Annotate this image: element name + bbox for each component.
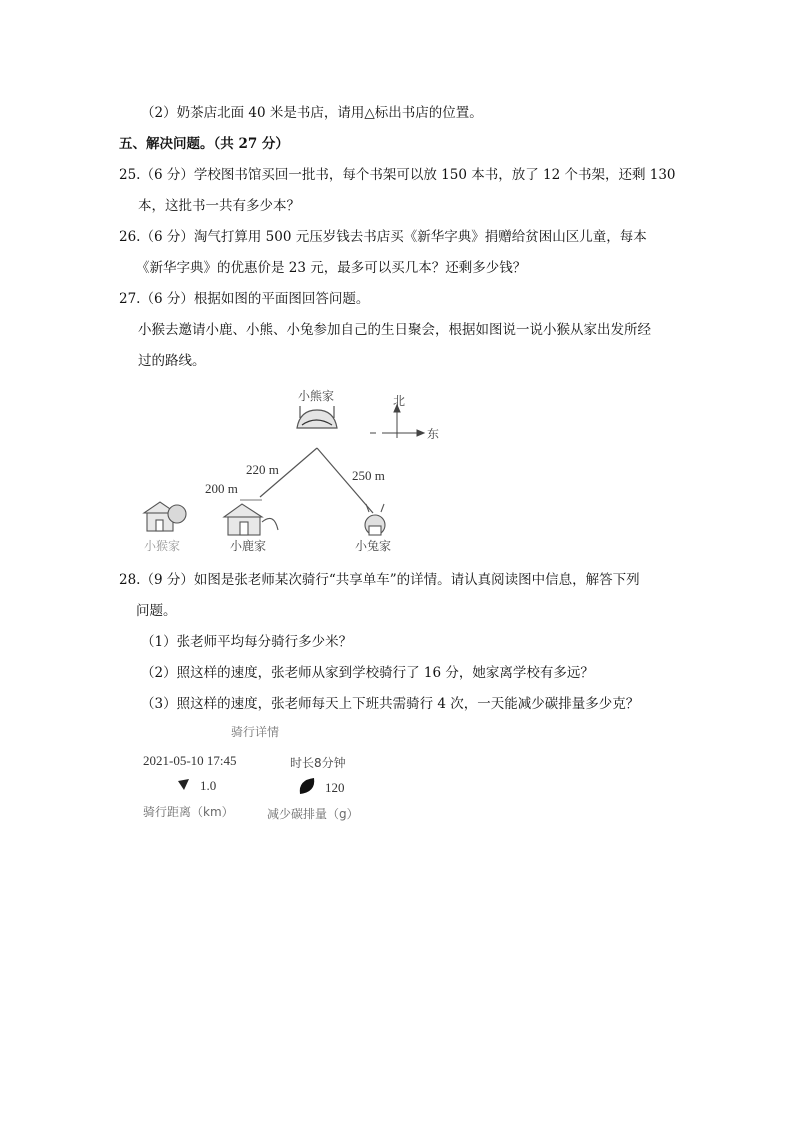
ride-distance-value: 1.0 xyxy=(200,778,217,793)
rabbit-home-label: 小兔家 xyxy=(355,539,392,553)
question-27-line-2: 小猴去邀请小鹿、小熊、小兔参加自己的生日聚会，根据如图说一说小猴从家出发所经 xyxy=(138,322,651,338)
leaf-icon xyxy=(300,778,314,794)
ride-carbon-label: 减少碳排量（g） xyxy=(267,807,359,821)
question-25-line-1: 25.（6 分）学校图书馆买回一批书，每个书架可以放 150 本书，放了 12 个书架，还剩 130 xyxy=(119,167,676,183)
distance-deer-monkey: 200 m xyxy=(205,481,238,496)
section-5-heading: 五、解决问题。（共 27 分） xyxy=(119,136,289,152)
east-label: 东 xyxy=(427,427,440,441)
distance-bear-deer: 220 m xyxy=(246,462,279,477)
ride-distance-label: 骑行距离（km） xyxy=(143,805,234,819)
ride-carbon-value: 120 xyxy=(325,780,345,795)
deer-home-label: 小鹿家 xyxy=(230,539,267,553)
question-28-line-1: 28.（9 分）如图是张老师某次骑行“共享单车”的详情。请认真阅读图中信息，解答下列 xyxy=(119,572,640,588)
question-28-part-1: （1）张老师平均每分骑行多少米？ xyxy=(141,634,353,650)
ride-title: 骑行详情 xyxy=(231,725,280,739)
distance-arrow-icon xyxy=(178,779,189,790)
question-26-line-1: 26.（6 分）淘气打算用 500 元压岁钱去书店买《新华字典》捐赠给贫困山区儿童，每本 xyxy=(119,229,647,245)
question-24-part-2: （2）奶茶店北面 40 米是书店，请用△标出书店的位置。 xyxy=(141,105,483,121)
question-28-line-2: 问题。 xyxy=(136,603,177,619)
bear-home-label: 小熊家 xyxy=(298,389,335,403)
north-label: 北 xyxy=(393,394,406,408)
question-25-line-2: 本，这批书一共有多少本？ xyxy=(138,198,300,214)
question-26-line-2: 《新华字典》的优惠价是 23 元，最多可以买几本？还剩多少钱？ xyxy=(136,260,527,276)
question-28-part-3: （3）照这样的速度，张老师每天上下班共需骑行 4 次，一天能减少碳排量多少克？ xyxy=(141,696,640,712)
ride-datetime: 2021-05-10 17:45 xyxy=(143,753,237,768)
ride-duration: 时长8分钟 xyxy=(290,756,346,770)
monkey-home-label: 小猴家 xyxy=(144,539,181,553)
question-27-line-3: 过的路线。 xyxy=(138,353,206,369)
distance-bear-rabbit: 250 m xyxy=(352,468,385,483)
question-27-line-1: 27.（6 分）根据如图的平面图回答问题。 xyxy=(119,291,370,307)
question-28-part-2: （2）照这样的速度，张老师从家到学校骑行了 16 分，她家离学校有多远？ xyxy=(141,665,594,681)
